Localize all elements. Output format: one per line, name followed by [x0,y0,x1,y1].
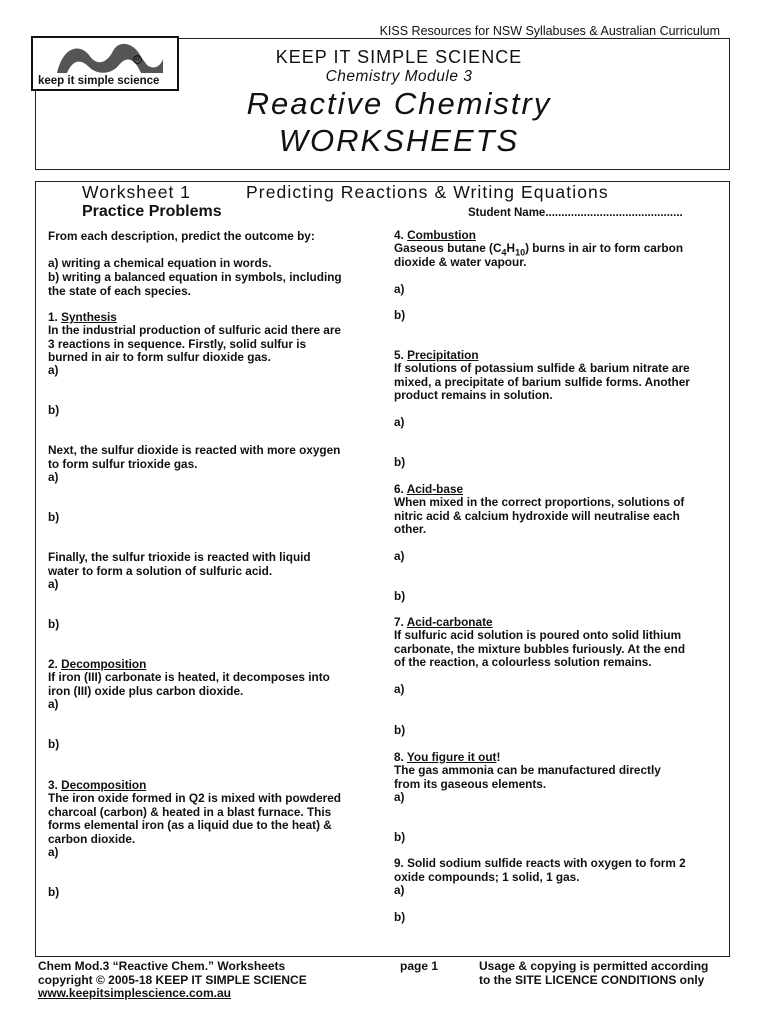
question-text: The iron oxide formed in Q2 is mixed with powdered [48,791,341,805]
answer-label: b) [48,403,60,417]
question-text: from its gaseous elements. [394,777,547,791]
answer-label: a) [48,470,59,484]
answer-label: a) [48,363,59,377]
question-text: In the industrial production of sulfuric acid there are [48,323,341,337]
answer-label: b) [48,737,60,751]
question-text: iron (III) oxide plus carbon dioxide. [48,684,244,698]
footer-right [479,960,708,987]
page-title: Reactive Chemistry [246,86,552,121]
text-run: H [506,241,516,255]
question-type: Synthesis [61,310,117,324]
question-text: carbonate, the mixture bubbles furiously. At the end [394,642,686,656]
page-subtitle: WORKSHEETS [278,123,520,158]
answer-label: b) [394,723,406,737]
student-name-field[interactable]: Student Name........................................... [468,207,683,219]
header-kiss: KEEP IT SIMPLE SCIENCE [275,47,523,67]
question-type: Combustion [407,228,476,242]
footer-website-link[interactable]: www.keepitsimplescience.com.au [38,986,231,1000]
question-text: water to form a solution of sulfuric acid. [48,564,273,578]
question-text: dioxide & water vapour. [394,255,527,269]
question-type: Decomposition [61,778,147,792]
question-text: product remains in solution. [394,388,553,402]
answer-label: a) [394,682,405,696]
footer-page-number: page 1 [400,959,439,973]
answer-label: a) [394,790,405,804]
practice-heading: Practice Problems [82,203,222,220]
answer-label: a) [394,549,405,563]
footer-copyright: copyright © 2005-18 KEEP IT SIMPLE SCIENCE [38,972,307,987]
question-text: to form sulfur trioxide gas. [48,457,198,471]
footer-course: Chem Mod.3 “Reactive Chem.” Worksheets [38,959,286,973]
footer-usage: Usage & copying is permitted according [479,959,709,973]
question-type: You figure it out [406,750,497,764]
question-type: Acid-carbonate [406,615,493,629]
answer-label: a) [48,577,59,591]
answer-label: b) [394,308,406,322]
question-text: The gas ammonia can be manufactured directly [394,763,661,777]
question-type: Acid-base [406,482,464,496]
question-text: 9. Solid sodium sulfide reacts with oxygen to form 2 [394,856,686,870]
question-text: 3 reactions in sequence. Firstly, solid sulfur is [48,337,307,351]
answer-label: a) [394,415,405,429]
question-text: mixed, a precipitate of barium sulfide forms. Another [394,375,690,389]
question-text: Next, the sulfur dioxide is reacted with more oxygen [48,443,341,457]
question-suffix: ! [496,750,501,764]
question-text: charcoal (carbon) & heated in a blast furnace. This [48,805,332,819]
question-text: of the reaction, a colourless solution remains. [394,655,652,669]
question-type: Decomposition [61,657,147,671]
question-text: a) writing a chemical equation in words. [48,256,272,270]
footer-left [38,960,307,1001]
answer-label: b) [48,510,60,524]
answer-label: a) [394,282,405,296]
question-text: nitric acid & calcium hydroxide will neutralise each [394,509,680,523]
question-text: Finally, the sulfur trioxide is reacted with liquid [48,550,311,564]
answer-label: b) [394,910,406,924]
subscript: 4 [501,247,507,258]
subscript: 10 [515,247,526,258]
text-run: Gaseous butane (C [394,241,502,255]
question-text: oxide compounds; 1 solid, 1 gas. [394,870,580,884]
question-text: carbon dioxide. [48,832,136,846]
registered-mark: R [134,56,141,63]
question-text: From each description, predict the outcome by: [48,229,315,243]
worksheet-name: Predicting Reactions & Writing Equations [246,182,609,202]
question-type: Precipitation [407,348,479,362]
answer-label: b) [48,617,60,631]
question-text: b) writing a balanced equation in symbols, including [48,270,342,284]
question-text: other. [394,522,427,536]
answer-label: a) [394,883,405,897]
logo-text: keep it simple science [38,75,160,87]
header-module: Chemistry Module 3 [325,68,473,85]
text-run: ) burns in air to form carbon [525,241,684,255]
question-number: 2. [48,657,62,671]
question-text: If sulfuric acid solution is poured onto solid lithium [394,628,682,642]
question-number: 6. [394,482,407,496]
footer-licence: to the SITE LICENCE CONDITIONS only [479,972,705,987]
question-number: 5. [394,348,408,362]
answer-label: b) [394,830,406,844]
question-text: If iron (III) carbonate is heated, it decomposes into [48,670,330,684]
question-text: the state of each species. [48,284,191,298]
question-text: burned in air to form sulfur dioxide gas. [48,350,271,364]
question-text: forms elemental iron (as a liquid due to the heat) & [48,818,332,832]
question-number: 1. [48,310,62,324]
top-note: KISS Resources for NSW Syllabuses & Australian Curriculum [379,24,720,38]
question-number: 7. [394,615,407,629]
question-number: 8. [394,750,407,764]
question-number: 3. [48,778,62,792]
answer-label: a) [48,697,59,711]
question-text: When mixed in the correct proportions, solutions of [394,495,685,509]
question-number: 4. [394,228,408,242]
question-text: If solutions of potassium sulfide & barium nitrate are [394,361,690,375]
worksheet-number: Worksheet 1 [82,182,191,202]
answer-label: b) [48,885,60,899]
answer-label: a) [48,845,59,859]
answer-label: b) [394,589,406,603]
answer-label: b) [394,455,406,469]
